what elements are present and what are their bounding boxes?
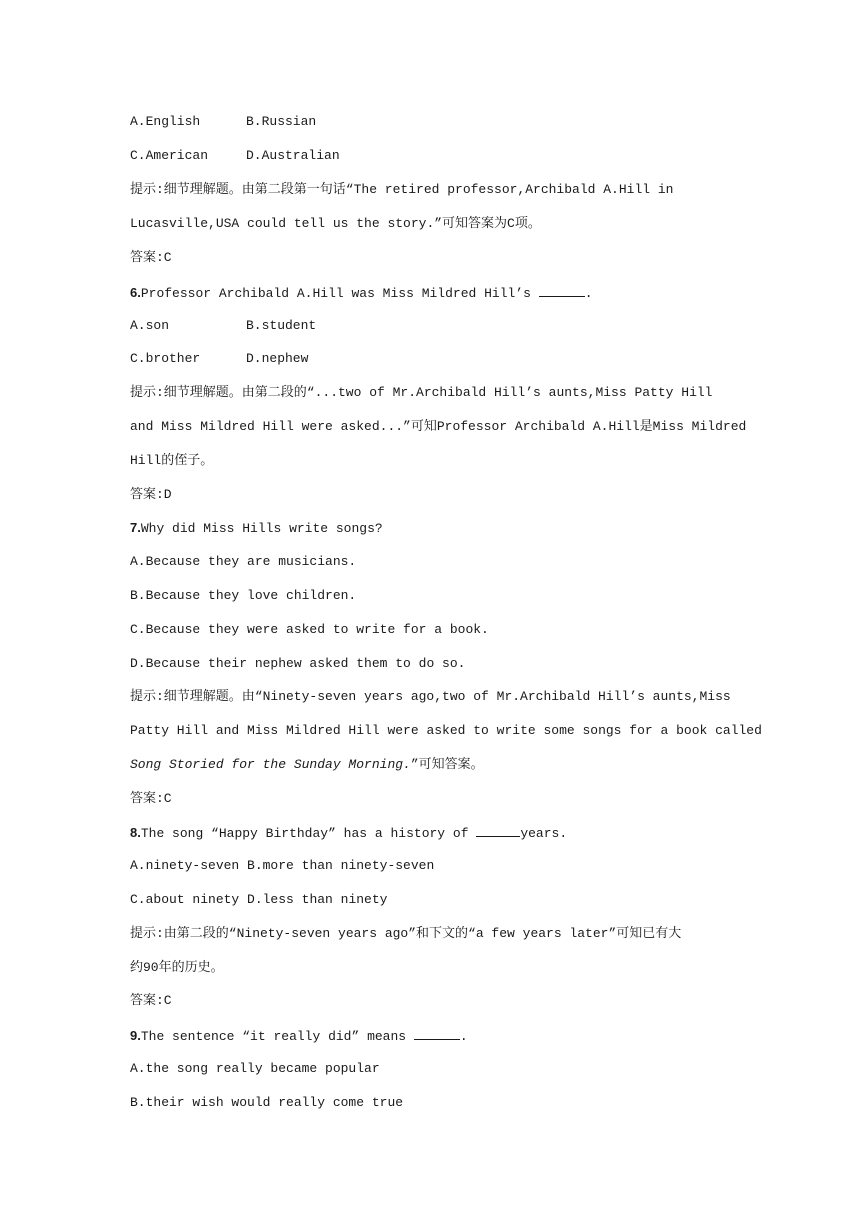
hint-text <box>130 755 484 775</box>
question-number: 7. <box>130 520 141 535</box>
option-d: D.less than ninety <box>247 892 388 907</box>
book-title: Song Storied for the Sunday Morning. <box>130 757 411 772</box>
question-stem <box>130 1025 468 1047</box>
answer-text: 答案:C <box>130 250 172 265</box>
question-text: Why did Miss Hills write songs? <box>140 521 383 536</box>
option-d: D.nephew <box>246 351 309 366</box>
question-stem <box>130 518 383 539</box>
option-a: A.son <box>130 318 170 333</box>
question-number: 6. <box>130 285 141 300</box>
question-stem <box>130 822 567 844</box>
question-stem <box>130 282 593 304</box>
hint-text: and Miss Mildred Hill were asked...”可知Professor Archibald A.Hill是Miss Mildred <box>130 419 747 434</box>
hint-text-end: ”可知答案。 <box>410 757 484 772</box>
question-text-end: . <box>584 286 593 301</box>
question-text: The song “Happy Birthday” has a history of <box>140 826 477 841</box>
option-a-b <box>130 856 434 876</box>
option-d: D.Australian <box>246 148 340 163</box>
question-number: 8. <box>130 825 141 840</box>
option-b: B.student <box>246 318 317 333</box>
answer-blank <box>539 282 585 297</box>
option-b: B.more than ninety-seven <box>247 858 435 873</box>
question-text-end: years. <box>520 826 568 841</box>
hint-text: 提示:细节理解题。由“Ninety-seven years ago,two of Mr.Archibald Hill’s aunts,Miss <box>130 689 731 704</box>
option-b: B.their wish would really come true <box>130 1095 404 1110</box>
option-c: C.American <box>130 148 209 163</box>
hint-text: Hill的侄子。 <box>130 453 214 468</box>
option-c-d <box>130 890 387 910</box>
option-b: B.Russian <box>246 114 317 129</box>
option-b: B.Because they love children. <box>130 588 357 603</box>
answer-text: 答案:C <box>130 791 172 806</box>
option-c: C.Because they were asked to write for a book. <box>130 622 489 637</box>
question-number: 9. <box>130 1028 141 1043</box>
hint-text: Patty Hill and Miss Mildred Hill were asked to write some songs for a book called <box>130 723 762 738</box>
hint-text: 提示:细节理解题。由第二段第一句话“The retired professor,Archibald A.Hill in <box>130 182 674 197</box>
question-text-end: . <box>459 1029 468 1044</box>
hint-text: 提示:由第二段的“Ninety-seven years ago”和下文的“a few years later”可知已有大 <box>130 926 682 941</box>
option-c: C.brother <box>130 351 201 366</box>
option-d: D.Because their nephew asked them to do so. <box>130 656 466 671</box>
answer-text: 答案:C <box>130 993 172 1008</box>
option-a: A.the song really became popular <box>130 1061 380 1076</box>
option-a: A.Because they are musicians. <box>130 554 357 569</box>
answer-text: 答案:D <box>130 487 172 502</box>
hint-text: 提示:细节理解题。由第二段的“...two of Mr.Archibald Hill’s aunts,Miss Patty Hill <box>130 385 713 400</box>
hint-text: 约90年的历史。 <box>130 960 224 975</box>
option-c: C.about ninety <box>130 892 240 907</box>
hint-text: Lucasville,USA could tell us the story.”可知答案为C项。 <box>130 216 541 231</box>
answer-blank <box>476 822 520 837</box>
option-a: A.English <box>130 114 201 129</box>
option-a: A.ninety-seven <box>130 858 240 873</box>
answer-blank <box>414 1025 460 1040</box>
question-text: The sentence “it really did” means <box>140 1029 414 1044</box>
question-text: Professor Archibald A.Hill was Miss Mildred Hill’s <box>140 286 539 301</box>
